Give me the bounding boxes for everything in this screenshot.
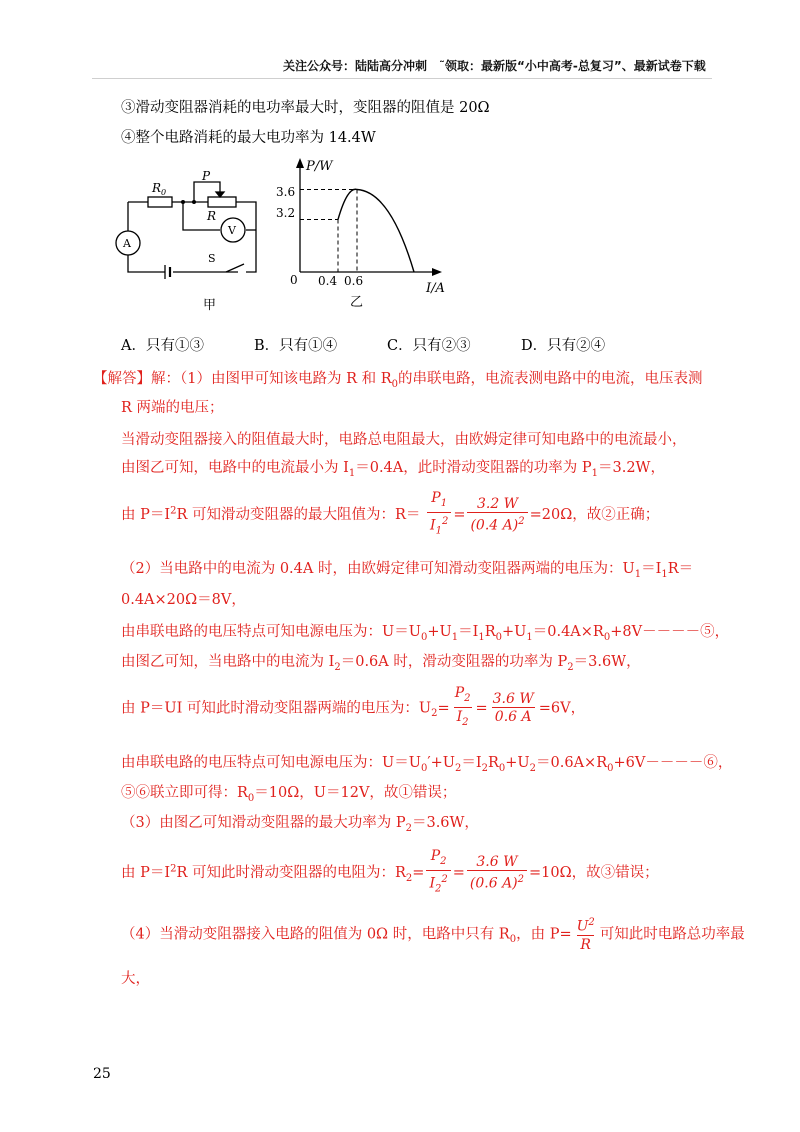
fraction: $\frac{P_1}{I_1^2}$ <box>427 490 451 540</box>
fraction: $\frac{3.6 W}{(0.6 A)^2}$ <box>467 854 527 893</box>
switch-label: S <box>208 252 216 265</box>
y-axis-arrow <box>296 158 304 168</box>
answer-line-13: （3）由图乙可知滑动变阻器的最大功率为 $P_2=3.6W$， <box>121 815 479 834</box>
fraction: $\frac{3.2 W}{(0.4 A)^2}$ <box>467 496 527 535</box>
fraction: $\frac{P_2}{I_2}$ <box>452 685 474 732</box>
r0-resistor <box>148 197 172 207</box>
voltmeter-label: V <box>228 224 236 237</box>
answer-line-2: R 两端的电压； <box>121 400 224 416</box>
rheostat-resistor <box>208 197 236 207</box>
answer-line-16: 大， <box>121 971 150 987</box>
header-divider <box>92 78 712 79</box>
y-tick-3.6: 3.6 <box>276 185 296 199</box>
answer-line-12: ⑤⑥联立即可得：$R_0=10\Omega$，U＝12V，故①错误； <box>121 785 457 804</box>
fraction: $\frac{3.6 W}{0.6 A}$ <box>492 690 534 725</box>
x-axis-label: I/A <box>426 281 445 296</box>
option-a: A．只有①③ <box>121 338 204 354</box>
answer-line-4: 由图乙可知，电路中的电流最小为 $I_1=0.4A$，此时滑动变阻器的功率为 $P_1=3.2W$， <box>121 460 665 479</box>
y-axis-label: P/W <box>306 159 333 174</box>
page-header: 关注公众号：陆陆高分冲刺 ˜领取：最新版“小中高考-总复习”、最新试卷下载 <box>283 59 706 73</box>
statement-4: ④整个电路消耗的最大电功率为 14.4W <box>121 130 376 146</box>
label-r: R <box>207 209 217 223</box>
y-tick-3.2: 3.2 <box>276 206 296 220</box>
answer-line-6: （2）当电路中的电流为 0.4A 时，由欧姆定律可知滑动变阻器两端的电压为：$U_1=I_1R=$ <box>121 561 694 580</box>
origin-label: 0 <box>290 273 298 287</box>
answer-line-15: （4）当滑动变阻器接入电路的阻值为 0Ω 时，电路中只有 $R_0$，由 P= $\frac{U^2}{R}$ 可知此时电路总功率最 <box>121 917 745 953</box>
answer-line-8: 由串联电路的电压特点可知电源电压为：$U=U_0+U_1=I_1R_0+U_1=0.4A\times R_0+8V----⑤$， <box>121 624 730 643</box>
power-current-graph <box>276 152 456 312</box>
answer-line-7: 0.4A×20Ω＝8V， <box>121 592 246 608</box>
svg-text:0: 0 <box>161 188 167 197</box>
label-p: P <box>202 169 211 183</box>
circuit-diagram <box>108 168 278 318</box>
x-axis-arrow <box>432 268 442 276</box>
option-d: D．只有②④ <box>521 338 606 354</box>
answer-line-14: 由 $P=I^2R$ 可知此时滑动变阻器的电阻为：$R_2=$ $\frac{P_2}{I_2^2}$ = $\frac{3.6 W}{(0.6 A)^2}$ =10Ω，故③错误； <box>121 848 659 898</box>
answer-line-10: 由 P＝UI 可知此时滑动变阻器两端的电压为：$U_2=$ $\frac{P_2}{I_2}$ = $\frac{3.6 W}{0.6 A}$ =6V， <box>121 685 585 732</box>
answer-line-5: 由 $P=I^2R$ 可知滑动变阻器的最大阻值为：R＝ $\frac{P_1}{I_1^2}$ = $\frac{3.2 W}{(0.4 A)^2}$ =20Ω，故②正确； <box>121 490 659 540</box>
answer-line-1: 【解答】解：（1）由图甲可知该电路为 R 和 $R_0$的串联电路，电流表测电路中的电流，电压表测 <box>93 371 703 390</box>
answer-line-3: 当滑动变阻器接入的阻值最大时，电路总电阻最大，由欧姆定律可知电路中的电流最小， <box>121 432 687 448</box>
page-number: 25 <box>93 1066 111 1082</box>
graph-caption: 乙 <box>350 295 364 310</box>
answer-line-11: 由串联电路的电压特点可知电源电压为：$U=U_0'+U_2=I_2R_0+U_2=0.6A\times R_0+6V----⑥$， <box>121 755 733 774</box>
power-curve <box>338 189 414 272</box>
ammeter-label: A <box>123 237 131 250</box>
x-tick-0.4: 0.4 <box>318 274 338 288</box>
x-tick-0.6: 0.6 <box>344 274 364 288</box>
option-c: C．只有②③ <box>387 338 471 354</box>
label-r0: R <box>152 181 162 195</box>
answer-line-9: 由图乙可知，当电路中的电流为 $I_2=0.6A$ 时，滑动变阻器的功率为 $P_2=3.6W$， <box>121 654 641 673</box>
fraction: $\frac{P_2}{I_2^2}$ <box>426 848 450 898</box>
fraction: $\frac{U^2}{R}$ <box>576 917 595 953</box>
option-b: B．只有①④ <box>254 338 338 354</box>
statement-3: ③滑动变阻器消耗的电功率最大时，变阻器的阻值是 20Ω <box>121 100 490 116</box>
circuit-caption: 甲 <box>203 298 217 313</box>
